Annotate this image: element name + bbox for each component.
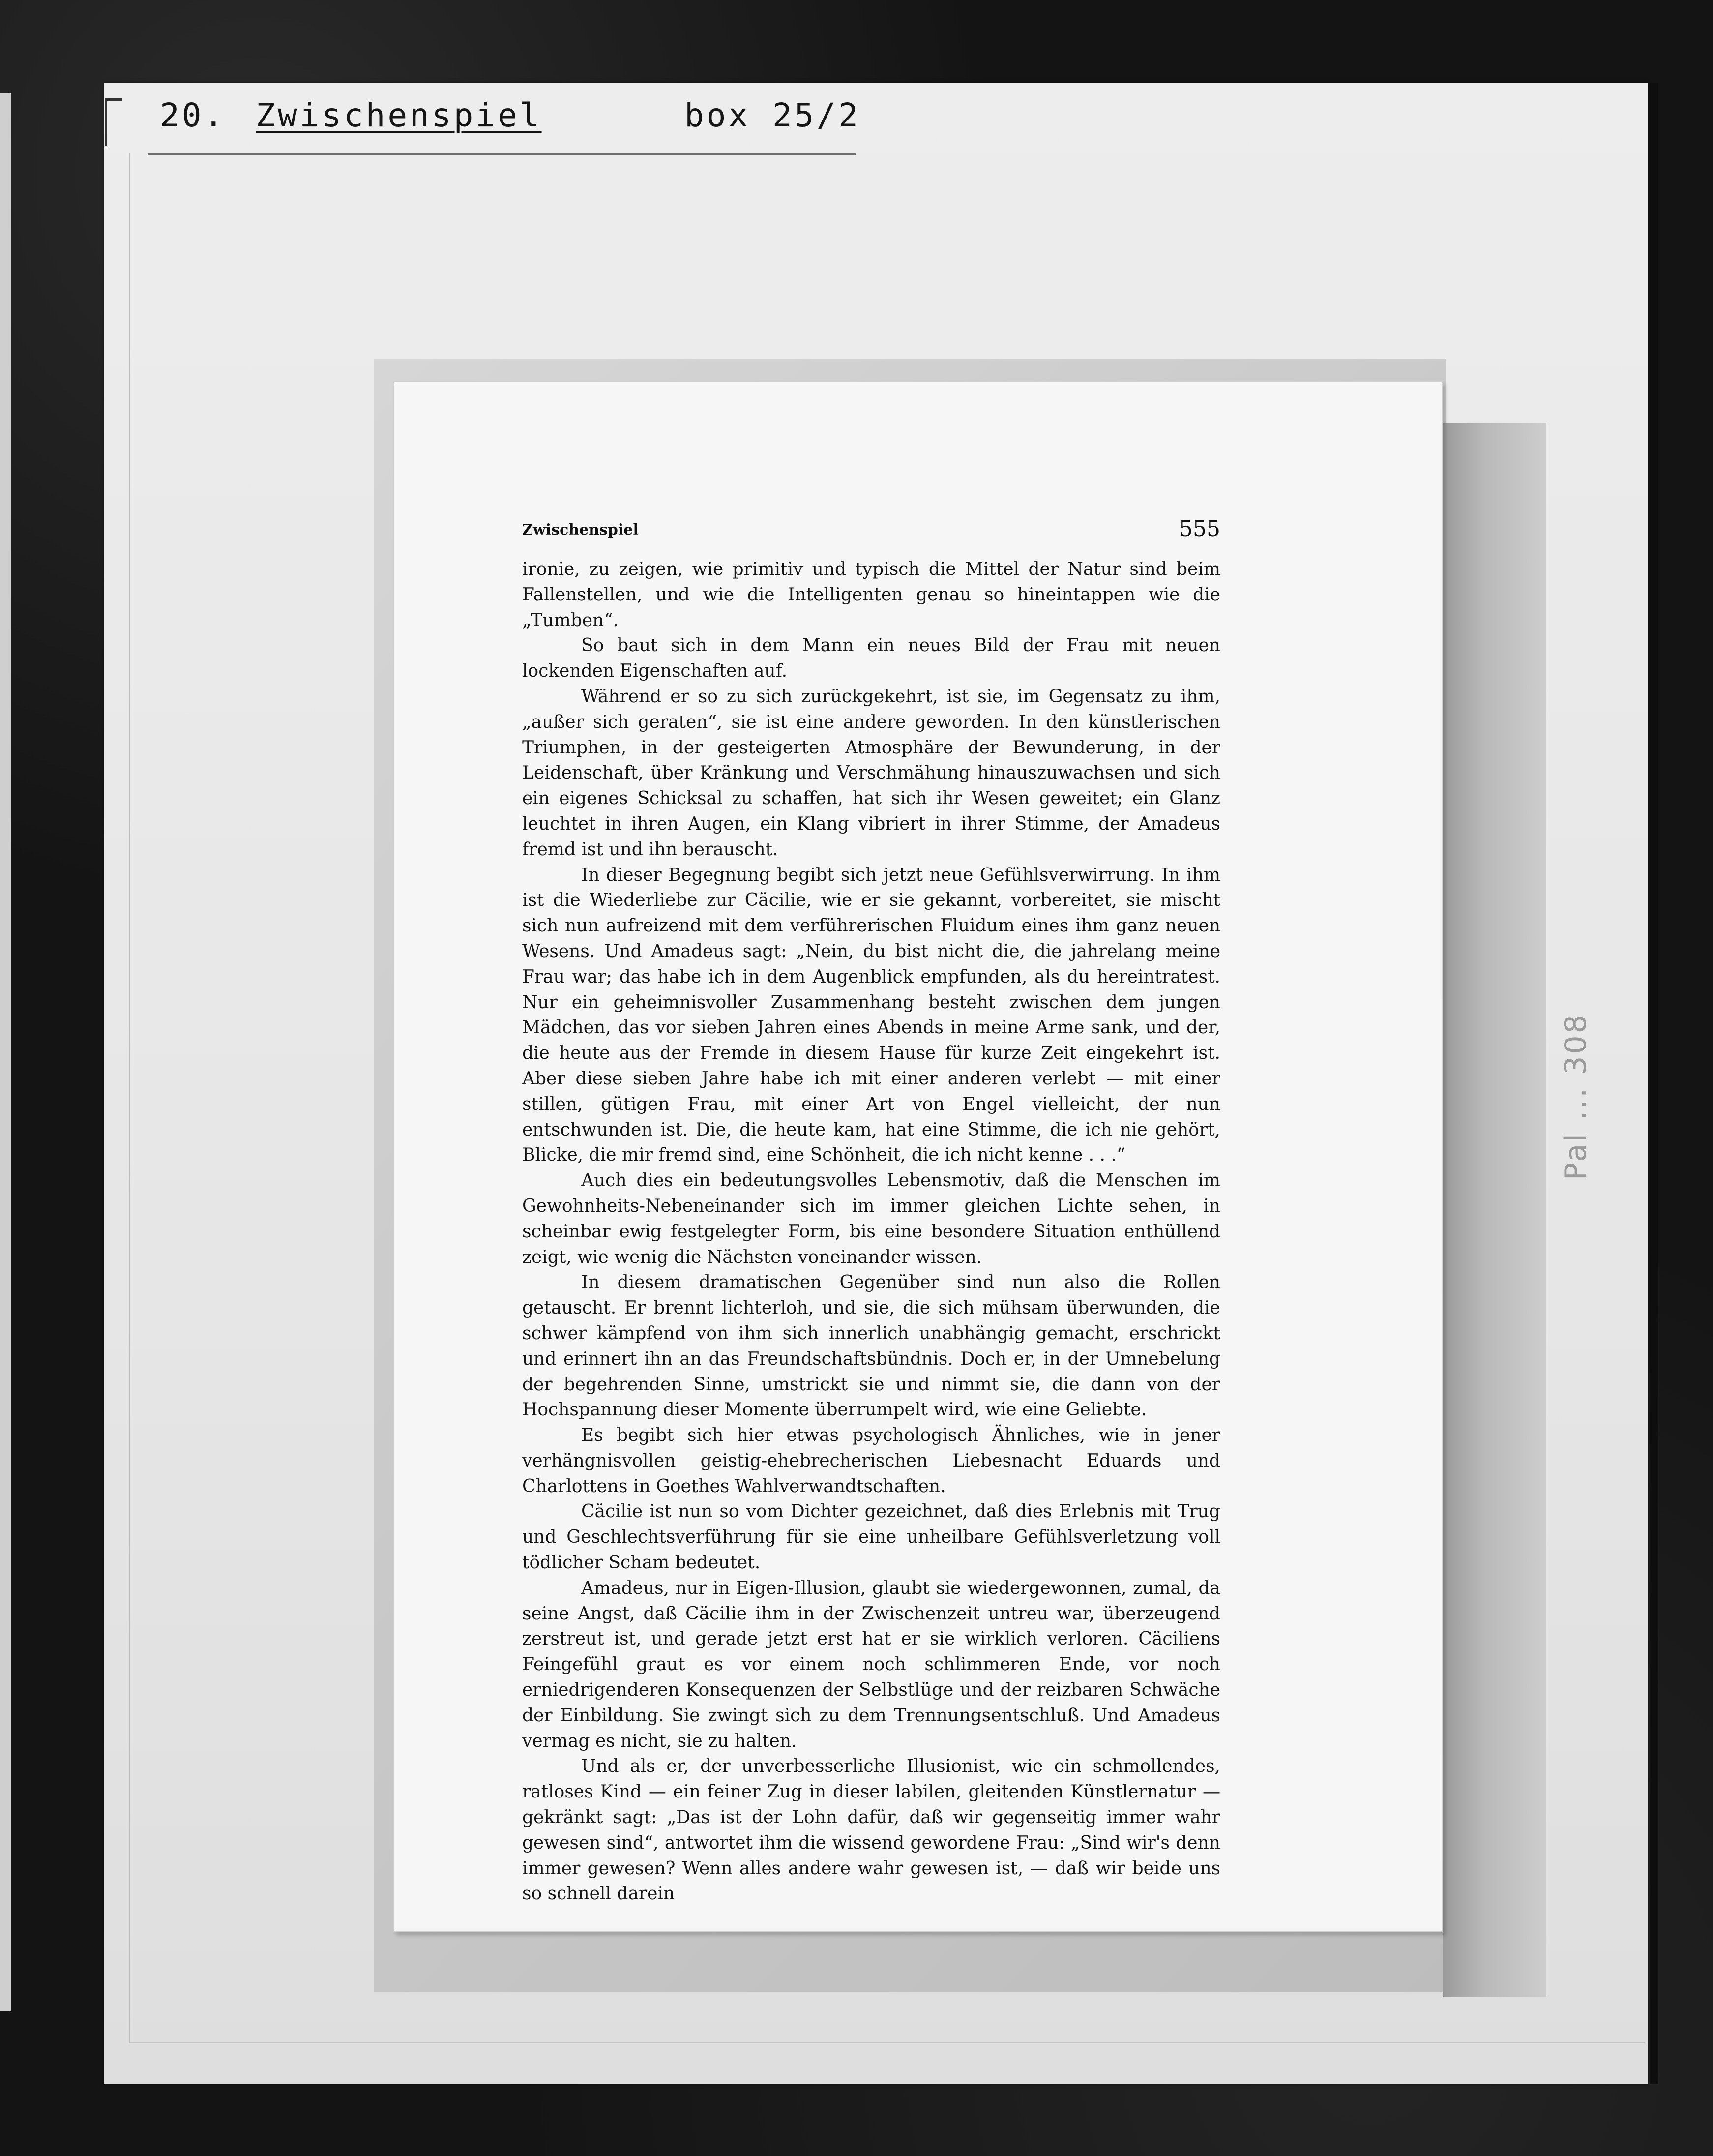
page-body-text	[522, 557, 1220, 1907]
paragraph: In diesem dramatischen Gegenüber sind nun also die Rollen getauscht. Er brennt lichterloh, und sie, die sich mühsam überwunden, die schwer kämpfend von ihm sich innerlich unabhängig gemacht, erschrickt und erinnert ihn an das Freundschaftsbündnis. Doch er, in der Umnebelung der begehrenden Sinne, umstrickt sie und nimmt sie, die dann von der Hochspannung dieser Momente überrumpelt wird, wie eine Geliebte.	[522, 1272, 1220, 1420]
paragraph: Cäcilie ist nun so vom Dichter gezeichnet, daß dies Erlebnis mit Trug und Geschlechtsverführung für sie eine unheilbare Gefühlsverletzung voll tödlicher Scham bedeutet.	[522, 1501, 1220, 1573]
running-head-title: Zwischenspiel	[522, 521, 639, 539]
paragraph: Und als er, der unverbesserliche Illusionist, wie ein schmollendes, ratloses Kind — ein feiner Zug in dieser labilen, gleitenden Künstlernatur — gekränkt sagt: „Das ist der Lohn dafür, daß wir gegenseitig immer wahr gewesen sind“, antwortet ihm die wissend gewordene Frau: „Sind wir's denn immer gewesen? Wenn alles andere wahr gewesen ist, — daß wir beide uns so schnell darein	[522, 1756, 1220, 1904]
running-head	[522, 516, 1220, 546]
archive-label-title: Zwischenspiel	[256, 96, 542, 134]
adjacent-frame-edge	[0, 93, 11, 2011]
paragraph: Es begibt sich hier etwas psychologisch Ähnliches, wie in jener verhängnisvollen geistig-ehebrecherischen Liebesnacht Eduards und Charlottens in Goethes Wahlverwandtschaften.	[522, 1425, 1220, 1497]
archive-label-box: box 25/2	[684, 96, 860, 134]
paragraph: ironie, zu zeigen, wie primitiv und typisch die Mittel der Natur sind beim Fallenstellen, und wie die Intelligenten genau so hineintappen wie die „Tumben“.	[522, 559, 1220, 630]
label-underline-rule	[148, 153, 856, 155]
paragraph: In dieser Begegnung begibt sich jetzt neue Gefühlsverwirrung. In ihm ist die Wiederliebe zur Cäcilie, wie er sie gekannt, vorbereitet, sie mischt sich nun aufreizend mit dem verführerischen Fluidum eines ihm ganz neuen Wesens. Und Amadeus sagt: „Nein, du bist nicht die, die jahrelang meine Frau war; das habe ich in dem Augenblick empfunden, als du hereintratest. Nur ein geheimnisvoller Zusammenhang besteht zwischen dem jungen Mädchen, das vor sieben Jahren eines Abends in meine Arme sank, und der, die heute aus der Fremde in diesem Hause für kurze Zeit eingekehrt ist. Aber diese sieben Jahre habe ich mit einer anderen verlebt — mit einer stillen, gütigen Frau, mit einer Art von Engel vielleicht, der nun entschwunden ist. Die, die heute kam, hat eine Stimme, die ich nie gehört, Blicke, die mir fremd sind, eine Schönheit, die ich nicht kenne . . .“	[522, 865, 1220, 1166]
archive-label-number: 20.	[160, 96, 226, 134]
paragraph: So baut sich in dem Mann ein neues Bild der Frau mit neuen lockenden Eigenschaften auf.	[522, 635, 1220, 682]
corner-bracket-mark	[105, 98, 122, 146]
margin-pencil-note: Pal ... 308	[1559, 1013, 1593, 1180]
paragraph: Während er so zu sich zurückgekehrt, ist sie, im Gegensatz zu ihm, „außer sich geraten“, sie ist eine andere geworden. In den künstlerischen Triumphen, in der gesteigerten Atmosphäre der Bewunderung, in der Leidenschaft, über Kränkung und Verschmähung hinauszuwachsen und sich ein eigenes Schicksal zu schaffen, hat sich ihr Wesen geweitet; ein Glanz leuchtet in ihren Augen, ein Klang vibriert in ihrer Stimme, der Amadeus fremd ist und ihn berauscht.	[522, 686, 1220, 860]
page-number: 555	[1179, 516, 1220, 541]
mat-shadow-right	[1443, 423, 1546, 1997]
paragraph: Amadeus, nur in Eigen-Illusion, glaubt sie wiedergewonnen, zumal, da seine Angst, daß Cäcilie ihm in der Zwischenzeit untreu war, überzeugend zerstreut ist, und gerade jetzt erst hat er sie wirklich verloren. Cäciliens Feingefühl graut es vor einem noch schlimmeren Ende, vor noch erniedrigenderen Konsequenzen der Selbstlüge und der reizbaren Schwäche der Einbildung. Sie zwingt sich zu dem Trennungsentschluß. Und Amadeus vermag es nicht, sie zu halten.	[522, 1578, 1220, 1751]
paragraph: Auch dies ein bedeutungsvolles Lebensmotiv, daß die Menschen im Gewohnheits-Nebeneinander sich im immer gleichen Lichte sehen, in scheinbar ewig festgelegter Form, bis eine besondere Situation enthüllend zeigt, wie wenig die Nächsten voneinander wissen.	[522, 1170, 1220, 1267]
